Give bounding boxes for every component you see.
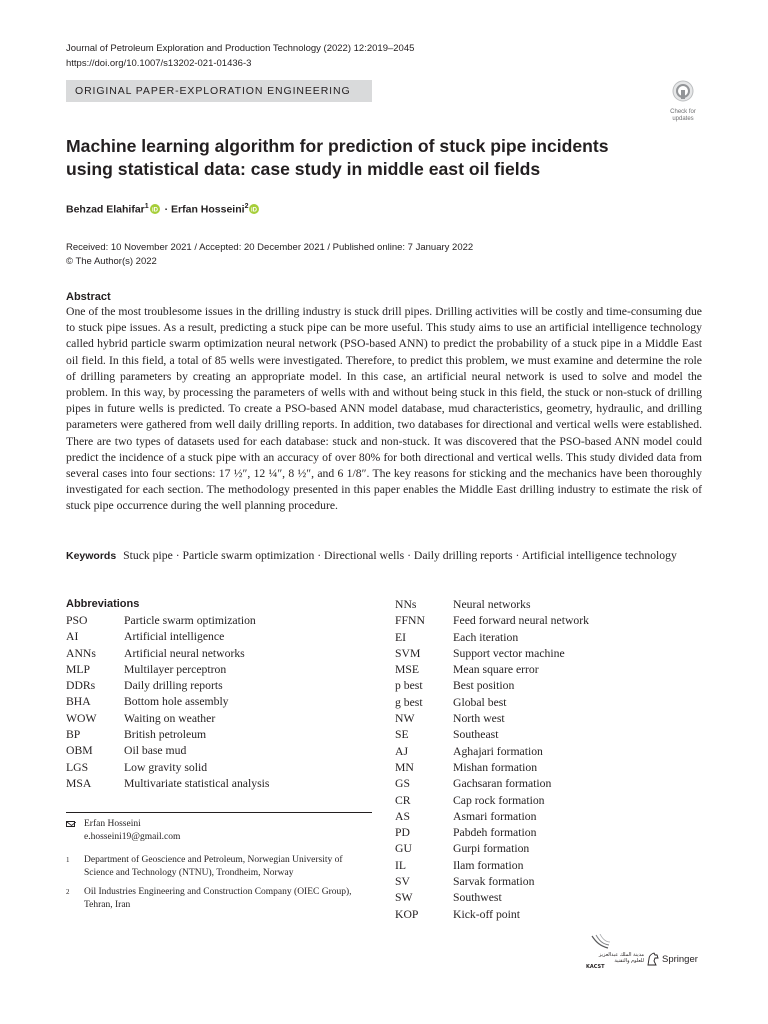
- abbreviation-term: EI: [395, 630, 407, 644]
- abbreviation-term: SW: [395, 891, 413, 905]
- kacst-arabic-line1: مدينة الملك عبدالعزيز: [598, 952, 644, 958]
- abbreviation-row: [66, 629, 269, 645]
- abbreviation-definition: Southwest: [453, 891, 502, 905]
- author-affiliation-mark: 1: [144, 203, 149, 210]
- abbreviation-term: PSO: [66, 614, 88, 627]
- abbreviation-term: OBM: [66, 744, 93, 758]
- abbreviation-term: MSE: [395, 663, 420, 677]
- abbreviation-row: [395, 776, 589, 792]
- abbreviation-term: SE: [395, 728, 409, 742]
- affiliation-text: Department of Geoscience and Petroleum, Norwegian University of Science and Technology (NTNU), Trondheim, Norway: [84, 855, 343, 878]
- journal-citation: Journal of Petroleum Exploration and Production Technology (2022) 12:2019–2045: [66, 43, 415, 54]
- abbreviation-definition: Neural networks: [453, 598, 531, 611]
- abbreviation-row: [66, 662, 269, 678]
- abbreviation-row: [66, 760, 269, 776]
- abbreviations-left-column: [66, 613, 269, 792]
- publisher-logos: [582, 934, 704, 970]
- affiliation-mark: 1: [66, 856, 70, 864]
- abbreviation-definition: Artificial neural networks: [124, 646, 245, 660]
- abbreviation-term: MSA: [66, 776, 92, 790]
- abbreviation-term: PD: [395, 826, 410, 840]
- abbreviation-definition: Sarvak formation: [453, 875, 535, 889]
- article-title: [66, 135, 706, 181]
- abbreviation-definition: Global best: [453, 695, 507, 709]
- abbreviation-row: [395, 744, 589, 760]
- affiliation-text: Oil Industries Engineering and Construction Company (OIEC Group), Tehran, Iran: [84, 887, 352, 910]
- abbreviation-row: [395, 907, 589, 923]
- abstract-heading: Abstract: [66, 291, 111, 303]
- abbreviation-term: p best: [395, 679, 423, 693]
- footnotes: [66, 818, 366, 918]
- abbreviation-row: [395, 825, 589, 841]
- abbreviation-row: [395, 613, 589, 629]
- abbreviation-row: [395, 727, 589, 743]
- title-line-1: Machine learning algorithm for prediction of stuck pipe incidents: [66, 136, 609, 156]
- abbreviation-definition: Artificial intelligence: [124, 630, 225, 644]
- check-updates-line2: updates: [672, 115, 694, 122]
- abbreviation-definition: Gachsaran formation: [453, 777, 552, 791]
- abbreviation-definition: British petroleum: [124, 728, 207, 742]
- abbreviation-definition: Best position: [453, 679, 515, 693]
- abbreviation-definition: Each iteration: [453, 630, 519, 644]
- abbreviation-row: [395, 890, 589, 906]
- abbreviation-term: NW: [395, 712, 415, 726]
- author-separator: ·: [161, 203, 172, 216]
- abbreviation-definition: Southeast: [453, 728, 499, 742]
- affiliation-note: [66, 886, 366, 912]
- kacst-logo-icon: [588, 934, 612, 952]
- abbreviations-heading: Abbreviations: [66, 598, 140, 610]
- svg-text:iD: iD: [251, 207, 258, 214]
- svg-text:iD: iD: [151, 207, 158, 214]
- envelope-icon: [66, 821, 75, 827]
- keywords-label: Keywords: [66, 550, 117, 562]
- abbreviation-term: MN: [395, 760, 414, 774]
- keywords-block: [66, 548, 702, 565]
- springer-wordmark: Springer: [662, 954, 698, 965]
- title-line-2: using statistical data: case study in middle east oil fields: [66, 159, 541, 179]
- abbreviation-row: [66, 727, 269, 743]
- abbreviation-term: SVM: [395, 646, 421, 660]
- abbreviation-row: [395, 793, 589, 809]
- abbreviation-term: FFNN: [395, 614, 425, 628]
- abbreviation-definition: Oil base mud: [124, 744, 187, 758]
- abbreviation-term: CR: [395, 793, 411, 807]
- orcid-icon[interactable]: [249, 204, 259, 214]
- abbreviation-definition: Mean square error: [453, 663, 539, 677]
- abbreviation-row: [395, 809, 589, 825]
- corresponding-author-name: Erfan Hosseini: [84, 819, 141, 829]
- corresponding-author-note: [66, 818, 366, 844]
- abbreviation-definition: Daily drilling reports: [124, 679, 223, 693]
- orcid-icon[interactable]: [150, 204, 160, 214]
- abbreviation-term: IL: [395, 858, 407, 872]
- abbreviation-row: [395, 678, 589, 694]
- author-name[interactable]: Behzad Elahifar: [66, 203, 145, 216]
- author-affiliation-mark: 2: [244, 203, 249, 210]
- abbreviation-term: BHA: [66, 695, 91, 709]
- abbreviation-definition: Mishan formation: [453, 760, 538, 774]
- abbreviation-row: [66, 646, 269, 662]
- abbreviation-definition: Bottom hole assembly: [124, 695, 229, 709]
- abbreviation-definition: Particle swarm optimization: [124, 614, 256, 627]
- abbreviation-definition: Feed forward neural network: [453, 614, 589, 628]
- crossmark-icon: [672, 80, 694, 102]
- abbreviation-row: [395, 760, 589, 776]
- abbreviation-row: [66, 776, 269, 792]
- abbreviation-term: LGS: [66, 760, 89, 774]
- check-updates-line1: Check for: [670, 109, 696, 115]
- abbreviation-term: KOP: [395, 907, 419, 921]
- footnote-divider: [66, 812, 372, 813]
- abbreviation-row: [66, 613, 269, 629]
- abbreviation-definition: Kick-off point: [453, 907, 520, 921]
- abbreviation-definition: Aghajari formation: [453, 744, 543, 758]
- article-category-bar: ORIGINAL PAPER-EXPLORATION ENGINEERING: [66, 80, 372, 102]
- received-accepted-published: Received: 10 November 2021 / Accepted: 20 December 2021 / Published online: 7 January 2022: [66, 242, 474, 253]
- abbreviation-row: [395, 858, 589, 874]
- abbreviation-row: [395, 646, 589, 662]
- kacst-arabic-line2: للعلوم والتقنية: [614, 958, 644, 964]
- kacst-wordmark: [586, 952, 644, 970]
- abbreviation-term: SV: [395, 875, 410, 889]
- abstract-body: One of the most troublesome issues in the drilling industry is stuck drill pipes. Drilling activities will be costly and time-consuming due to stuck pipe issues. As a result, predicting a stuck pipe can be more useful. This study aims to use an artificial intelligence technology called hybrid particle swarm optimization neural network (PSO-based ANN) to predict the probability of a stuck pipe in a Middle East oil field. In this field, a total of 85 wells were investigated. Therefore, to predict this problem, we must examine and determine the role of drilling parameters by creating an appropriate model. In this case, an artificial neural network is used to solve and model the problem. In this way, by processing the parameters of wells with and without being stuck in this field, the stuck or non-stuck of drilling pipes in future wells is predicted. To create a PSO-based ANN model database, mud characteristics, geometry, hydraulic, and drilling parameters were gathered from well daily drilling reports. In addition, two databases for directional and vertical wells were established. There are two types of datasets used for each database: stuck and non-stuck. It was discovered that the PSO-based ANN model could predict the incidence of a stuck pipe with an accuracy of over 80% for both directional and vertical wells. This study divided data from several cases into four sections: 17 ½″, 12 ¼″, 8 ½″, and 6 1/8″. The key reasons for sticking and the mechanics have been thoroughly investigated for each section. The methodology presented in this paper enables the Middle East drilling industry to estimate the risk of stuck pipe occurrence during the well planning procedure.: [66, 305, 702, 513]
- copyright-line: © The Author(s) 2022: [66, 256, 157, 267]
- publication-dates: [66, 241, 473, 269]
- abbreviations-right-column: [395, 597, 589, 923]
- author-list: [66, 203, 261, 216]
- abbreviation-row: [395, 630, 589, 646]
- abbreviation-row: [395, 662, 589, 678]
- abbreviation-term: WOW: [66, 711, 97, 725]
- abbreviation-term: AS: [395, 809, 410, 823]
- abbreviation-definition: Asmari formation: [453, 809, 537, 823]
- affiliation-note: [66, 854, 366, 880]
- kacst-english: KACST: [586, 964, 605, 970]
- abbreviation-term: AI: [66, 630, 79, 644]
- corresponding-author-email[interactable]: e.hosseini19@gmail.com: [84, 832, 181, 842]
- abbreviation-definition: Waiting on weather: [124, 711, 216, 725]
- springer-horse-icon: [646, 952, 659, 966]
- check-for-updates-badge[interactable]: [664, 80, 702, 124]
- abbreviation-term: NNs: [395, 598, 417, 611]
- abbreviation-term: g best: [395, 695, 423, 709]
- abbreviation-row: [66, 711, 269, 727]
- abbreviation-term: MLP: [66, 662, 91, 676]
- abbreviation-row: [395, 874, 589, 890]
- abbreviation-term: DDRs: [66, 679, 96, 693]
- abbreviation-row: [395, 841, 589, 857]
- author-name[interactable]: Erfan Hosseini: [171, 203, 245, 216]
- abbreviation-row: [395, 597, 589, 613]
- abbreviation-definition: Support vector machine: [453, 646, 565, 660]
- abbreviation-definition: Ilam formation: [453, 858, 524, 872]
- abbreviation-term: GS: [395, 777, 410, 791]
- affiliation-mark: 2: [66, 888, 70, 896]
- abbreviation-definition: Pabdeh formation: [453, 826, 537, 840]
- doi-link[interactable]: https://doi.org/10.1007/s13202-021-01436-3: [66, 58, 252, 69]
- keywords-text: Stuck pipe · Particle swarm optimization · Directional wells · Daily drilling reports · Artificial intelligence technology: [123, 549, 677, 562]
- abbreviation-term: BP: [66, 728, 81, 742]
- abbreviation-definition: Multivariate statistical analysis: [124, 776, 270, 790]
- abbreviation-row: [395, 711, 589, 727]
- abbreviation-row: [66, 678, 269, 694]
- abbreviation-definition: Multilayer perceptron: [124, 662, 227, 676]
- abbreviation-definition: North west: [453, 712, 505, 726]
- abbreviation-term: GU: [395, 842, 412, 856]
- abbreviation-definition: Gurpi formation: [453, 842, 530, 856]
- abbreviation-definition: Low gravity solid: [124, 760, 208, 774]
- abbreviation-row: [66, 743, 269, 759]
- abbreviation-definition: Cap rock formation: [453, 793, 545, 807]
- abbreviation-term: AJ: [395, 744, 408, 758]
- journal-header: [66, 41, 414, 71]
- abbreviation-term: ANNs: [66, 646, 96, 660]
- abbreviation-row: [395, 695, 589, 711]
- abbreviation-row: [66, 694, 269, 710]
